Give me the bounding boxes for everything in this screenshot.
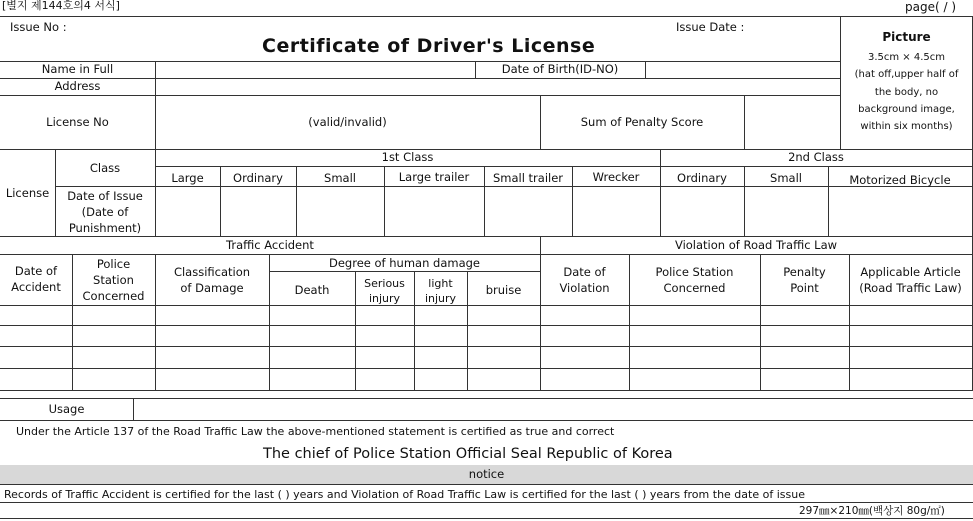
usage-label: Usage: [48, 402, 85, 416]
class-2nd-small: Small: [770, 171, 802, 185]
page-label: page( / ): [905, 0, 957, 14]
rule: [155, 166, 973, 167]
penalty-sum-label: Sum of Penalty Score: [580, 115, 704, 129]
violation-date-label-1: Date of: [563, 265, 606, 279]
bruise-label: bruise: [485, 283, 522, 297]
degree-heading: Degree of human damage: [329, 256, 480, 270]
rule: [0, 420, 973, 421]
record-row[interactable]: [0, 306, 972, 325]
class-wrecker: Wrecker: [592, 170, 640, 184]
page-title: Certificate of Driver's License: [262, 35, 596, 57]
second-class-heading: 2nd Class: [788, 150, 844, 164]
records-statement: Records of Traffic Accident is certified for the last ( ) years and Violation of Road Traffic Law is certified for the last ( ) years from the date of issue: [4, 488, 805, 501]
form-reference: [별지 제144호의4 서식]: [2, 0, 120, 12]
violation-police-label-2: Concerned: [663, 281, 726, 295]
picture-note-2: the body, no: [874, 87, 939, 98]
picture-note-3: background image,: [858, 104, 955, 115]
name-field[interactable]: [156, 62, 474, 78]
violation-police-label-1: Police Station: [655, 265, 734, 279]
record-row[interactable]: [0, 369, 972, 390]
rule: [269, 271, 540, 272]
penalty-point-label-1: Penalty: [783, 265, 826, 279]
penalty-point-label-2: Point: [790, 281, 819, 295]
validity-field[interactable]: (valid/invalid): [308, 115, 387, 129]
class-large: Large: [171, 171, 204, 185]
picture-note-1: (hat off,upper half of: [854, 69, 959, 80]
name-label: Name in Full: [41, 62, 114, 76]
first-class-heading: 1st Class: [381, 150, 434, 164]
light-injury-label-2: injury: [424, 292, 457, 305]
dob-label: Date of Birth(ID-NO): [501, 62, 619, 76]
death-label: Death: [294, 283, 330, 297]
class-motorized-bicycle: Motorized Bicycle: [849, 173, 951, 187]
rule: [0, 502, 973, 503]
classification-label-1: Classification: [173, 265, 251, 279]
rule: [0, 484, 973, 485]
issue-date-label-2: (Date of: [81, 205, 129, 219]
traffic-accident-heading: Traffic Accident: [226, 238, 314, 252]
picture-size: 3.5cm × 4.5cm: [867, 52, 946, 63]
license-no-label: License No: [46, 115, 109, 129]
rule: [0, 16, 973, 17]
class-small: Small: [324, 171, 356, 185]
issue-date-label: Issue Date :: [676, 20, 745, 34]
accident-police-label-3: Concerned: [82, 289, 145, 303]
penalty-sum-field[interactable]: [745, 96, 840, 149]
applicable-article-label-2: (Road Traffic Law): [859, 281, 962, 295]
accident-date-label-2: Accident: [11, 280, 61, 294]
dob-field[interactable]: [646, 62, 839, 78]
record-row[interactable]: [0, 347, 972, 368]
picture-heading: Picture: [882, 30, 931, 44]
class-large-trailer: Large trailer: [398, 170, 470, 184]
chief-seal-line: The chief of Police Station Official Seal Republic of Korea: [263, 446, 673, 462]
rule: [0, 95, 840, 96]
rule: [0, 236, 973, 237]
license-label: License: [5, 186, 50, 200]
usage-field[interactable]: [134, 399, 972, 420]
rule: [0, 254, 973, 255]
certify-statement: Under the Article 137 of the Road Traffic Law the above-mentioned statement is certified as true and correct: [16, 425, 615, 438]
record-row[interactable]: [0, 326, 972, 346]
address-field[interactable]: [156, 79, 839, 95]
violation-date-label-2: Violation: [559, 281, 610, 295]
class-label: Class: [89, 161, 121, 175]
notice-label: notice: [468, 467, 505, 481]
issue-date-label-1: Date of Issue: [67, 189, 143, 203]
accident-date-label-1: Date of: [14, 264, 58, 278]
issue-date-label-3: Punishment): [68, 221, 142, 235]
serious-injury-label-2: injury: [368, 292, 401, 305]
paper-spec: 297㎜×210㎜(백상지 80g/㎡): [799, 505, 945, 517]
classification-label-2: of Damage: [180, 281, 244, 295]
accident-police-label-1: Police: [96, 257, 131, 271]
picture-note-4: within six months): [860, 121, 953, 132]
address-label: Address: [54, 79, 101, 93]
rule: [0, 390, 973, 391]
class-small-trailer: Small trailer: [492, 171, 564, 185]
class-ordinary: Ordinary: [233, 171, 283, 185]
issue-no-label: Issue No :: [10, 20, 67, 34]
violation-heading: Violation of Road Traffic Law: [674, 238, 838, 252]
class-2nd-ordinary: Ordinary: [677, 171, 727, 185]
applicable-article-label-1: Applicable Article: [860, 265, 961, 279]
accident-police-label-2: Station: [93, 273, 134, 287]
light-injury-label-1: light: [428, 277, 453, 290]
serious-injury-label-1: Serious: [364, 277, 405, 290]
